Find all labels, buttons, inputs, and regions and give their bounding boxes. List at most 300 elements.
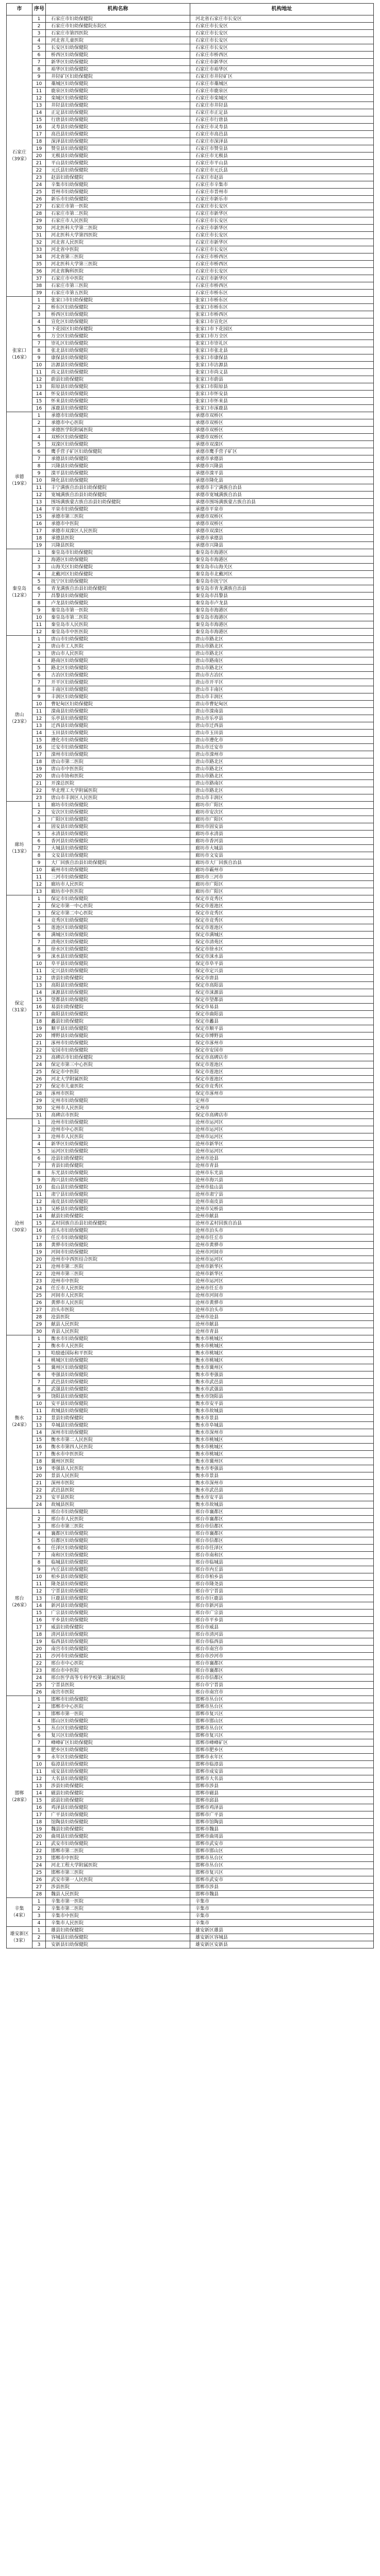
address-cell: 保定市竞秀区 bbox=[190, 917, 374, 924]
table-row bbox=[7, 391, 374, 398]
seq-cell: 24 bbox=[32, 1862, 46, 1869]
table-row bbox=[7, 960, 374, 968]
table-row bbox=[7, 809, 374, 816]
seq-cell: 4 bbox=[32, 1718, 46, 1725]
name-cell: 栾城区妇幼保健院 bbox=[46, 95, 190, 102]
table-row bbox=[7, 412, 374, 419]
city-cell: 辛集 （4家） bbox=[7, 1898, 32, 1927]
table-row bbox=[7, 528, 374, 535]
address-cell: 邯郸市复兴区 bbox=[190, 1869, 374, 1876]
address-cell: 衡水市故城县 bbox=[190, 1501, 374, 1509]
name-cell: 深泽县妇幼保健院 bbox=[46, 138, 190, 145]
name-cell: 临漳县妇幼保健院 bbox=[46, 1761, 190, 1768]
seq-cell: 8 bbox=[32, 1559, 46, 1566]
table-row bbox=[7, 1869, 374, 1876]
name-cell: 高碑店市妇幼保健院 bbox=[46, 1054, 190, 1061]
table-row bbox=[7, 1941, 374, 1948]
seq-cell: 22 bbox=[32, 1047, 46, 1054]
seq-cell: 19 bbox=[32, 1025, 46, 1032]
table-row bbox=[7, 787, 374, 794]
table-row bbox=[7, 1552, 374, 1559]
table-row bbox=[7, 1876, 374, 1884]
name-cell: 秦皇岛市人民医院 bbox=[46, 621, 190, 629]
table-row bbox=[7, 1516, 374, 1523]
address-cell: 衡水市枣强县 bbox=[190, 1371, 374, 1379]
table-row bbox=[7, 564, 374, 571]
seq-cell: 8 bbox=[32, 600, 46, 607]
city-cell: 邯郸 （28家） bbox=[7, 1696, 32, 1898]
table-row bbox=[7, 1689, 374, 1696]
name-cell: 河北省儿童医院 bbox=[46, 37, 190, 44]
name-cell: 巨鹿县妇幼保健院 bbox=[46, 1595, 190, 1602]
address-cell: 秦皇岛市海港区 bbox=[190, 607, 374, 614]
name-cell: 峰峰矿区妇幼保健院 bbox=[46, 1739, 190, 1747]
address-cell: 邢台市南和区 bbox=[190, 1552, 374, 1559]
name-cell: 秦皇岛市中医医院 bbox=[46, 629, 190, 636]
table-row bbox=[7, 1559, 374, 1566]
name-cell: 馆陶县妇幼保健院 bbox=[46, 1819, 190, 1826]
table-row bbox=[7, 1357, 374, 1364]
address-cell: 张家口市桥东区 bbox=[190, 297, 374, 304]
name-cell: 秦皇岛市第一医院 bbox=[46, 607, 190, 614]
address-cell: 廊坊市大城县 bbox=[190, 845, 374, 852]
seq-cell: 11 bbox=[32, 874, 46, 881]
table-row bbox=[7, 30, 374, 37]
name-cell: 武强县妇幼保健院 bbox=[46, 1386, 190, 1393]
seq-cell: 15 bbox=[32, 1797, 46, 1804]
table-row bbox=[7, 1465, 374, 1472]
address-cell: 唐山市曹妃甸区 bbox=[190, 701, 374, 708]
table-row bbox=[7, 1819, 374, 1826]
address-cell: 唐山市路北区 bbox=[190, 787, 374, 794]
name-cell: 蔚县妇幼保健院 bbox=[46, 376, 190, 383]
seq-cell: 14 bbox=[32, 506, 46, 513]
table-row bbox=[7, 571, 374, 578]
table-row bbox=[7, 1234, 374, 1242]
table-row bbox=[7, 831, 374, 838]
table-row bbox=[7, 477, 374, 484]
seq-cell: 17 bbox=[32, 1011, 46, 1018]
seq-cell: 7 bbox=[32, 1379, 46, 1386]
seq-cell: 12 bbox=[32, 1198, 46, 1206]
table-row bbox=[7, 838, 374, 845]
name-cell: 石家庄市妇幼保健院 bbox=[46, 15, 190, 23]
table-row bbox=[7, 1415, 374, 1422]
table-row bbox=[7, 52, 374, 59]
name-cell: 涞源县妇幼保健院 bbox=[46, 989, 190, 996]
table-row bbox=[7, 167, 374, 174]
name-cell: 古冶区妇幼保健院 bbox=[46, 672, 190, 679]
name-cell: 河北省第三医院 bbox=[46, 253, 190, 261]
name-cell: 雄县妇幼保健院 bbox=[46, 1927, 190, 1934]
address-cell: 石家庄市平山县 bbox=[190, 160, 374, 167]
table-row bbox=[7, 1682, 374, 1689]
table-row bbox=[7, 975, 374, 982]
table-row bbox=[7, 1739, 374, 1747]
table-row bbox=[7, 823, 374, 831]
address-cell: 邢台市襄都区 bbox=[190, 1516, 374, 1523]
table-row bbox=[7, 1660, 374, 1667]
name-cell: 桥西区妇幼保健院 bbox=[46, 311, 190, 318]
name-cell: 邯郸市中心医院 bbox=[46, 1703, 190, 1710]
address-cell: 张家口市崇礼区 bbox=[190, 340, 374, 347]
seq-cell: 38 bbox=[32, 282, 46, 290]
seq-cell: 13 bbox=[32, 888, 46, 895]
table-row bbox=[7, 239, 374, 246]
seq-cell: 26 bbox=[32, 1689, 46, 1696]
name-cell: 辛集市人民医院 bbox=[46, 1920, 190, 1927]
name-cell: 青县人民医院 bbox=[46, 1328, 190, 1335]
name-cell: 献县人民医院 bbox=[46, 1321, 190, 1328]
table-row bbox=[7, 773, 374, 780]
table-row bbox=[7, 210, 374, 217]
address-cell: 保定市唐县 bbox=[190, 975, 374, 982]
seq-cell: 7 bbox=[32, 845, 46, 852]
table-row bbox=[7, 1927, 374, 1934]
address-cell: 张家口市怀安县 bbox=[190, 391, 374, 398]
seq-cell: 20 bbox=[32, 773, 46, 780]
table-row bbox=[7, 1487, 374, 1494]
seq-cell: 20 bbox=[32, 1646, 46, 1653]
name-cell: 乐亭县妇幼保健院 bbox=[46, 715, 190, 722]
address-cell: 秦皇岛市青龙满族自治县 bbox=[190, 585, 374, 592]
table-row bbox=[7, 347, 374, 354]
seq-cell: 4 bbox=[32, 917, 46, 924]
seq-cell: 17 bbox=[32, 751, 46, 758]
table-row bbox=[7, 859, 374, 867]
address-cell: 保定市涿州市 bbox=[190, 1040, 374, 1047]
seq-cell: 31 bbox=[32, 1112, 46, 1119]
table-row bbox=[7, 1775, 374, 1783]
table-row bbox=[7, 1804, 374, 1811]
name-cell: 望都县妇幼保健院 bbox=[46, 996, 190, 1004]
address-cell: 沧州市运河区 bbox=[190, 1278, 374, 1285]
name-cell: 高邑县妇幼保健院 bbox=[46, 131, 190, 138]
address-cell: 邢台市沙河市 bbox=[190, 1653, 374, 1660]
address-cell: 邯郸市广平县 bbox=[190, 1811, 374, 1819]
table-row bbox=[7, 160, 374, 167]
seq-cell: 5 bbox=[32, 1725, 46, 1732]
name-cell: 承德市中心医院 bbox=[46, 419, 190, 427]
address-cell: 廊坊市永清县 bbox=[190, 831, 374, 838]
address-cell: 张家口市宣化区 bbox=[190, 318, 374, 326]
seq-cell: 12 bbox=[32, 1775, 46, 1783]
seq-cell: 5 bbox=[32, 831, 46, 838]
address-cell: 邯郸市涉县 bbox=[190, 1783, 374, 1790]
name-cell: 肥乡区妇幼保健院 bbox=[46, 1747, 190, 1754]
seq-cell: 1 bbox=[32, 297, 46, 304]
seq-cell: 13 bbox=[32, 1595, 46, 1602]
seq-cell: 17 bbox=[32, 1234, 46, 1242]
table-row bbox=[7, 1718, 374, 1725]
address-cell: 雄安新区容城县 bbox=[190, 1934, 374, 1941]
address-cell: 邢台市任泽区 bbox=[190, 1545, 374, 1552]
city-cell: 唐山 （23家） bbox=[7, 636, 32, 802]
address-cell: 承德市隆化县 bbox=[190, 477, 374, 484]
table-row bbox=[7, 1797, 374, 1804]
table-row bbox=[7, 1119, 374, 1126]
name-cell: 隆化县妇幼保健院 bbox=[46, 477, 190, 484]
name-cell: 沧州市人民医院 bbox=[46, 1133, 190, 1141]
table-row bbox=[7, 73, 374, 80]
name-cell: 晋州市妇幼保健院 bbox=[46, 189, 190, 196]
table-row bbox=[7, 1004, 374, 1011]
name-cell: 枣强县妇幼保健院 bbox=[46, 1371, 190, 1379]
name-cell: 河北省中医院 bbox=[46, 246, 190, 253]
table-row bbox=[7, 506, 374, 513]
name-cell: 元氏县妇幼保健院 bbox=[46, 167, 190, 174]
seq-cell: 10 bbox=[32, 701, 46, 708]
name-cell: 阜城县妇幼保健院 bbox=[46, 1422, 190, 1429]
name-cell: 高阳县妇幼保健院 bbox=[46, 982, 190, 989]
address-cell: 石家庄市新华区 bbox=[190, 210, 374, 217]
address-cell: 承德市兴隆县 bbox=[190, 542, 374, 549]
seq-cell: 11 bbox=[32, 1768, 46, 1775]
address-cell: 石家庄市赞皇县 bbox=[190, 145, 374, 152]
seq-cell: 13 bbox=[32, 1783, 46, 1790]
address-cell: 衡水市安平县 bbox=[190, 1494, 374, 1501]
name-cell: 大城县妇幼保健院 bbox=[46, 845, 190, 852]
name-cell: 宣化区妇幼保健院 bbox=[46, 318, 190, 326]
seq-cell: 20 bbox=[32, 1833, 46, 1840]
address-cell: 邯郸市峰峰矿区 bbox=[190, 1739, 374, 1747]
address-cell: 邢台市临西县 bbox=[190, 1638, 374, 1646]
name-cell: 唐山市协和医院 bbox=[46, 773, 190, 780]
address-cell: 邢台市威县 bbox=[190, 1624, 374, 1631]
name-cell: 博野县妇幼保健院 bbox=[46, 1032, 190, 1040]
address-cell: 秦皇岛市海港区 bbox=[190, 556, 374, 564]
address-cell: 张家口市下花园区 bbox=[190, 326, 374, 333]
name-cell: 唐山市中医医院 bbox=[46, 766, 190, 773]
seq-cell: 4 bbox=[32, 657, 46, 665]
name-cell: 沧州市中心医院 bbox=[46, 1126, 190, 1133]
table-row bbox=[7, 614, 374, 621]
name-cell: 河北工程大学附属医院 bbox=[46, 1862, 190, 1869]
name-cell: 武安市第一人民医院 bbox=[46, 1876, 190, 1884]
table-row bbox=[7, 1155, 374, 1162]
address-cell: 秦皇岛市山海关区 bbox=[190, 564, 374, 571]
name-cell: 抚宁区妇幼保健院 bbox=[46, 578, 190, 585]
address-cell: 保定市曲阳县 bbox=[190, 1011, 374, 1018]
address-cell: 衡水市武邑县 bbox=[190, 1379, 374, 1386]
seq-cell: 29 bbox=[32, 217, 46, 225]
seq-cell: 6 bbox=[32, 1545, 46, 1552]
address-cell: 沧州市黄骅市 bbox=[190, 1299, 374, 1307]
address-cell: 承德市双滦区 bbox=[190, 441, 374, 448]
table-row bbox=[7, 867, 374, 874]
table-row bbox=[7, 1097, 374, 1105]
name-cell: 遵化市妇幼保健院 bbox=[46, 737, 190, 744]
seq-cell: 36 bbox=[32, 268, 46, 275]
address-cell: 沧州市青县 bbox=[190, 1162, 374, 1170]
seq-cell: 3 bbox=[32, 1710, 46, 1718]
table-row bbox=[7, 1162, 374, 1170]
address-cell: 石家庄市深泽县 bbox=[190, 138, 374, 145]
address-cell: 石家庄市长安区 bbox=[190, 217, 374, 225]
table-row bbox=[7, 549, 374, 556]
address-cell: 石家庄市井陉县 bbox=[190, 102, 374, 109]
address-cell: 沧州市运河区 bbox=[190, 1126, 374, 1133]
name-cell: 黄骅市人民医院 bbox=[46, 1299, 190, 1307]
name-cell: 武邑县妇幼保健院 bbox=[46, 1379, 190, 1386]
address-cell: 保定市涿州市 bbox=[190, 1090, 374, 1097]
seq-cell: 9 bbox=[32, 1177, 46, 1184]
seq-cell: 34 bbox=[32, 253, 46, 261]
name-cell: 沧州市中西医结合医院 bbox=[46, 1256, 190, 1263]
address-cell: 邢台市襄都区 bbox=[190, 1660, 374, 1667]
name-cell: 泊头市医院 bbox=[46, 1307, 190, 1314]
name-cell: 邯郸市第三医院 bbox=[46, 1869, 190, 1876]
address-cell: 保定市莲池区 bbox=[190, 1069, 374, 1076]
name-cell: 正定县妇幼保健院 bbox=[46, 109, 190, 116]
seq-cell: 17 bbox=[32, 131, 46, 138]
address-cell: 唐山市路北区 bbox=[190, 650, 374, 657]
seq-cell: 22 bbox=[32, 1270, 46, 1278]
name-cell: 定兴县妇幼保健院 bbox=[46, 968, 190, 975]
address-cell: 唐山市丰润区 bbox=[190, 794, 374, 802]
address-cell: 衡水市饶阳县 bbox=[190, 1393, 374, 1400]
seq-cell: 10 bbox=[32, 477, 46, 484]
seq-cell: 10 bbox=[32, 362, 46, 369]
address-cell: 邯郸市鸡泽县 bbox=[190, 1804, 374, 1811]
table-row bbox=[7, 982, 374, 989]
table-row bbox=[7, 629, 374, 636]
name-cell: 河北医科大学第四医院 bbox=[46, 232, 190, 239]
table-row bbox=[7, 174, 374, 181]
seq-cell: 15 bbox=[32, 737, 46, 744]
table-row bbox=[7, 701, 374, 708]
address-cell: 沧州市黄骅市 bbox=[190, 1242, 374, 1249]
table-row bbox=[7, 1429, 374, 1436]
address-cell: 唐山市乐亭县 bbox=[190, 715, 374, 722]
address-cell: 沧州市献县 bbox=[190, 1213, 374, 1220]
seq-cell: 15 bbox=[32, 1436, 46, 1444]
seq-cell: 19 bbox=[32, 1465, 46, 1472]
name-cell: 张北县妇幼保健院 bbox=[46, 347, 190, 354]
address-cell: 廊坊市广阳区 bbox=[190, 802, 374, 809]
table-row bbox=[7, 600, 374, 607]
name-cell: 安平县妇幼保健院 bbox=[46, 1400, 190, 1408]
name-cell: 安国市妇幼保健院 bbox=[46, 1047, 190, 1054]
address-cell: 衡水市冀州区 bbox=[190, 1458, 374, 1465]
name-cell: 石家庄市第一医院 bbox=[46, 203, 190, 210]
seq-cell: 30 bbox=[32, 225, 46, 232]
address-cell: 石家庄市元氏县 bbox=[190, 167, 374, 174]
address-cell: 秦皇岛市抚宁区 bbox=[190, 578, 374, 585]
address-cell: 衡水市桃城区 bbox=[190, 1451, 374, 1458]
seq-cell: 32 bbox=[32, 239, 46, 246]
seq-cell: 2 bbox=[32, 903, 46, 910]
seq-cell: 17 bbox=[32, 1811, 46, 1819]
name-cell: 涉县妇幼保健院 bbox=[46, 1783, 190, 1790]
seq-cell: 22 bbox=[32, 1848, 46, 1855]
name-cell: 宁晋县妇幼保健院 bbox=[46, 1588, 190, 1595]
address-cell: 廊坊市三河市 bbox=[190, 874, 374, 881]
table-row bbox=[7, 1602, 374, 1609]
name-cell: 新河县妇幼保健院 bbox=[46, 1602, 190, 1609]
table-row bbox=[7, 1054, 374, 1061]
address-cell: 石家庄市桥西区 bbox=[190, 261, 374, 268]
address-cell: 邢台市临城县 bbox=[190, 1559, 374, 1566]
address-cell: 保定市安国市 bbox=[190, 1047, 374, 1054]
seq-cell: 16 bbox=[32, 1227, 46, 1234]
table-row bbox=[7, 910, 374, 917]
table-row bbox=[7, 1061, 374, 1069]
name-cell: 固安县妇幼保健院 bbox=[46, 823, 190, 831]
address-cell: 邯郸市馆陶县 bbox=[190, 1819, 374, 1826]
address-cell: 秦皇岛市海港区 bbox=[190, 549, 374, 556]
seq-cell: 24 bbox=[32, 1501, 46, 1509]
name-cell: 邢台市中医院 bbox=[46, 1667, 190, 1674]
name-cell: 平乡县妇幼保健院 bbox=[46, 1617, 190, 1624]
seq-cell: 2 bbox=[32, 643, 46, 650]
name-cell: 桃城区妇幼保健院 bbox=[46, 1357, 190, 1364]
address-cell: 邯郸市丛台区 bbox=[190, 1703, 374, 1710]
table-row bbox=[7, 95, 374, 102]
name-cell: 黄骅市妇幼保健院 bbox=[46, 1242, 190, 1249]
table-row bbox=[7, 578, 374, 585]
address-cell: 沧州市吴桥县 bbox=[190, 1206, 374, 1213]
table-row bbox=[7, 1364, 374, 1371]
address-cell: 邢台市宁晋县 bbox=[190, 1682, 374, 1689]
seq-cell: 14 bbox=[32, 989, 46, 996]
name-cell: 唐山市妇幼保健院 bbox=[46, 636, 190, 643]
address-cell: 石家庄市长安区 bbox=[190, 268, 374, 275]
address-cell: 邢台市清河县 bbox=[190, 1631, 374, 1638]
address-cell: 石家庄市藁城区 bbox=[190, 80, 374, 88]
name-cell: 沧州市中医院 bbox=[46, 1278, 190, 1285]
seq-cell: 25 bbox=[32, 189, 46, 196]
table-row bbox=[7, 607, 374, 614]
address-cell: 张家口市桥西区 bbox=[190, 311, 374, 318]
address-cell: 保定市高阳县 bbox=[190, 982, 374, 989]
table-row bbox=[7, 751, 374, 758]
table-row bbox=[7, 996, 374, 1004]
seq-cell: 8 bbox=[32, 463, 46, 470]
table-row bbox=[7, 340, 374, 347]
name-cell: 隆尧县妇幼保健院 bbox=[46, 1581, 190, 1588]
seq-cell: 1 bbox=[32, 1509, 46, 1516]
name-cell: 蠡县妇幼保健院 bbox=[46, 1018, 190, 1025]
name-cell: 深州市医院 bbox=[46, 1480, 190, 1487]
name-cell: 辛集市妇幼保健院 bbox=[46, 181, 190, 189]
seq-cell: 9 bbox=[32, 693, 46, 701]
seq-cell: 13 bbox=[32, 1422, 46, 1429]
name-cell: 安平县医院 bbox=[46, 1494, 190, 1501]
address-cell: 衡水市桃城区 bbox=[190, 1357, 374, 1364]
name-cell: 承德县医院 bbox=[46, 535, 190, 542]
seq-cell: 10 bbox=[32, 80, 46, 88]
address-cell: 邢台市襄都区 bbox=[190, 1530, 374, 1537]
table-row bbox=[7, 333, 374, 340]
name-cell: 行唐县妇幼保健院 bbox=[46, 116, 190, 124]
name-cell: 曹妃甸区妇幼保健院 bbox=[46, 701, 190, 708]
address-cell: 石家庄市赵县 bbox=[190, 174, 374, 181]
table-row bbox=[7, 196, 374, 203]
table-row bbox=[7, 484, 374, 492]
table-row bbox=[7, 37, 374, 44]
seq-cell: 22 bbox=[32, 1660, 46, 1667]
table-row bbox=[7, 1898, 374, 1905]
seq-cell: 23 bbox=[32, 1855, 46, 1862]
city-cell: 保定 （31家） bbox=[7, 895, 32, 1119]
seq-cell: 8 bbox=[32, 946, 46, 953]
name-cell: 唐山市工人医院 bbox=[46, 643, 190, 650]
table-row bbox=[7, 650, 374, 657]
seq-cell: 1 bbox=[32, 412, 46, 419]
seq-cell: 10 bbox=[32, 1400, 46, 1408]
seq-cell: 17 bbox=[32, 528, 46, 535]
